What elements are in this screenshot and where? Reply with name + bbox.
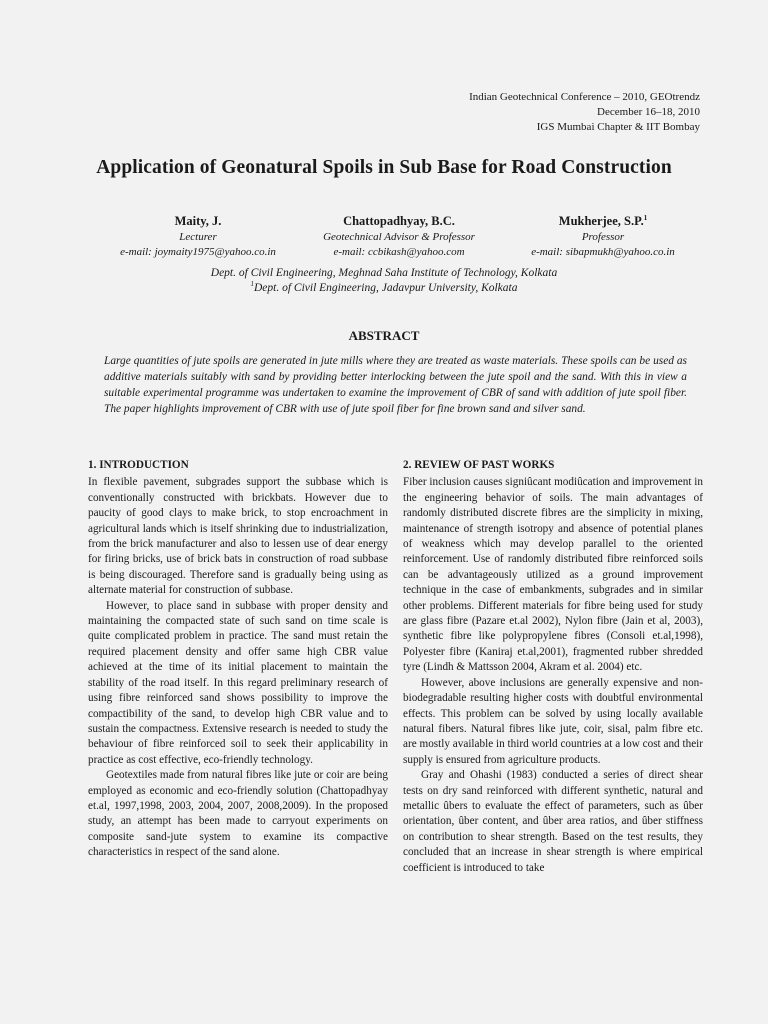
abstract-heading: ABSTRACT bbox=[348, 328, 420, 343]
author-name-wrapper bbox=[488, 212, 718, 230]
author-block bbox=[488, 212, 718, 260]
author-email: e-mail: ccbikash@yahoo.com bbox=[333, 246, 465, 258]
paragraph: Fiber inclusion causes signiûcant modiûcation and improvement in the engineering behavior of soils. The main advantages of randomly distributed discrete fibres are the simplicity in mixing, maintenance of strength isotropy and absence of potential planes of weakness which may develop parallel to the oriented reinforcement. Use of randomly distributed fibre reinforced soils can be advantageously utilized as a ground improvement technique in the case of embankments, subgrades and in similar other problems. Different materials for fibre being used for study are glass fibre (Pazare et.al 2002), Nylon fibre (Jain et al, 2003), synthetic fibre like polypropylene fibres (Consoli et.al,1998), Polyester fibre (Kaniraj et.al,2001), fragmented rubber shredded tyre (Lindh & Mattsson 2004, Akram et al. 2004) etc. bbox=[403, 476, 703, 674]
author-email: e-mail: joymaity1975@yahoo.co.in bbox=[120, 246, 276, 258]
affiliations bbox=[0, 266, 768, 296]
author-superscript: 1 bbox=[643, 213, 648, 222]
conference-header bbox=[469, 90, 700, 135]
author-role: Professor bbox=[581, 231, 625, 243]
affiliation-line: Dept. of Civil Engineering, Jadavpur University, Kolkata bbox=[253, 282, 518, 294]
left-column bbox=[88, 458, 388, 861]
author-name: Maity, J. bbox=[174, 214, 222, 228]
affiliation-line-wrapper bbox=[0, 281, 768, 296]
paragraph: However, above inclusions are generally expensive and non-biodegradable resulting higher costs with doubtful environmental effects. This problem can be solved by using locally available natural fibers. Natural fibres like jute, coir, sisal, palm fibre etc. are mostly available in third world countries at a low cost and their supply is ensured from agriculture products. bbox=[403, 676, 703, 766]
author-block bbox=[284, 212, 514, 260]
paragraph: Gray and Ohashi (1983) conducted a series of direct shear tests on dry sand reinforced with different synthetic, natural and metallic ûbers to evaluate the effect of parameters, such as ûber orientation, ûber content, and ûber area ratios, and ûber stiffness on contribution to shear strength. Based on the test results, they concluded that an increase in shear strength is where empirical coefficient is introduced to take bbox=[403, 769, 703, 874]
paragraph: However, to place sand in subbase with proper density and maintaining the compacted state of such sand on time scale is quite complicated problem in practice. The sand must retain the required placement density and offer same high CBR value achieved at the time of its initial placement to maintain the stability of the road itself. In this regard preliminary research of using fibre reinforced sand shows possibility to improve the compactibility of the sand, to develop high CBR value and to sustain the compactness. Extensive research is needed to study the behaviour of fibre reinforced soil to seek their applicability in practice as cost effective, eco-friendly technology. bbox=[88, 599, 388, 766]
affiliation-line: Dept. of Civil Engineering, Meghnad Saha Institute of Technology, Kolkata bbox=[210, 267, 558, 279]
author-name: Chattopadhyay, B.C. bbox=[343, 214, 455, 228]
header-line-conference: Indian Geotechnical Conference – 2010, GEOtrendz bbox=[469, 91, 700, 103]
author-role: Geotechnical Advisor & Professor bbox=[323, 231, 475, 243]
paragraph: Geotextiles made from natural fibres like jute or coir are being employed as economic and eco-friendly solution (Chattopadhyay et.al, 1997,1998, 2003, 2004, 2007, 2008,2009). In the proposed study, an attempt has been made to carryout experiments on composite sand-jute system to examine its compactive characteristics in respect of the sand alone. bbox=[88, 769, 388, 859]
paragraph: In flexible pavement, subgrades support the subbase which is conventionally constructed with brickbats. However due to paucity of good clays to make brick, to stop encroachment in agricultural lands which is itself shrinking due to industrialization, from the brick manufacturer and also to lessen use of dear energy for firing bricks, use of brick bats in construction of road subbase is being discouraged. Therefore sand is gradually being using as alternate material for construction of subbase. bbox=[88, 476, 388, 597]
author-role: Lecturer bbox=[179, 231, 217, 243]
affiliation-superscript: 1 bbox=[250, 280, 254, 289]
author-email: e-mail: sibapmukh@yahoo.co.in bbox=[531, 246, 675, 258]
paper-title: Application of Geonatural Spoils in Sub Base for Road Construction bbox=[96, 157, 672, 178]
header-line-date: December 16–18, 2010 bbox=[597, 106, 700, 118]
author-block bbox=[83, 212, 313, 260]
header-line-venue: IGS Mumbai Chapter & IIT Bombay bbox=[536, 121, 700, 133]
author-name: Mukherjee, S.P. bbox=[558, 214, 644, 228]
right-column bbox=[403, 458, 703, 876]
section-heading-introduction: 1. INTRODUCTION bbox=[88, 459, 189, 471]
section-heading-review: 2. REVIEW OF PAST WORKS bbox=[403, 459, 555, 471]
abstract-body: Large quantities of jute spoils are generated in jute mills where they are treated as waste materials. These spoils can be used as additive materials suitably with sand by providing better interlocking between the jute spoil and the sand. With this in view a suitable experimental programme was undertaken to examine the improvement of CBR of sand with addition of jute spoil fiber. The paper highlights improvement of CBR with use of jute spoil fiber for fine brown sand and silver sand. bbox=[104, 355, 687, 416]
